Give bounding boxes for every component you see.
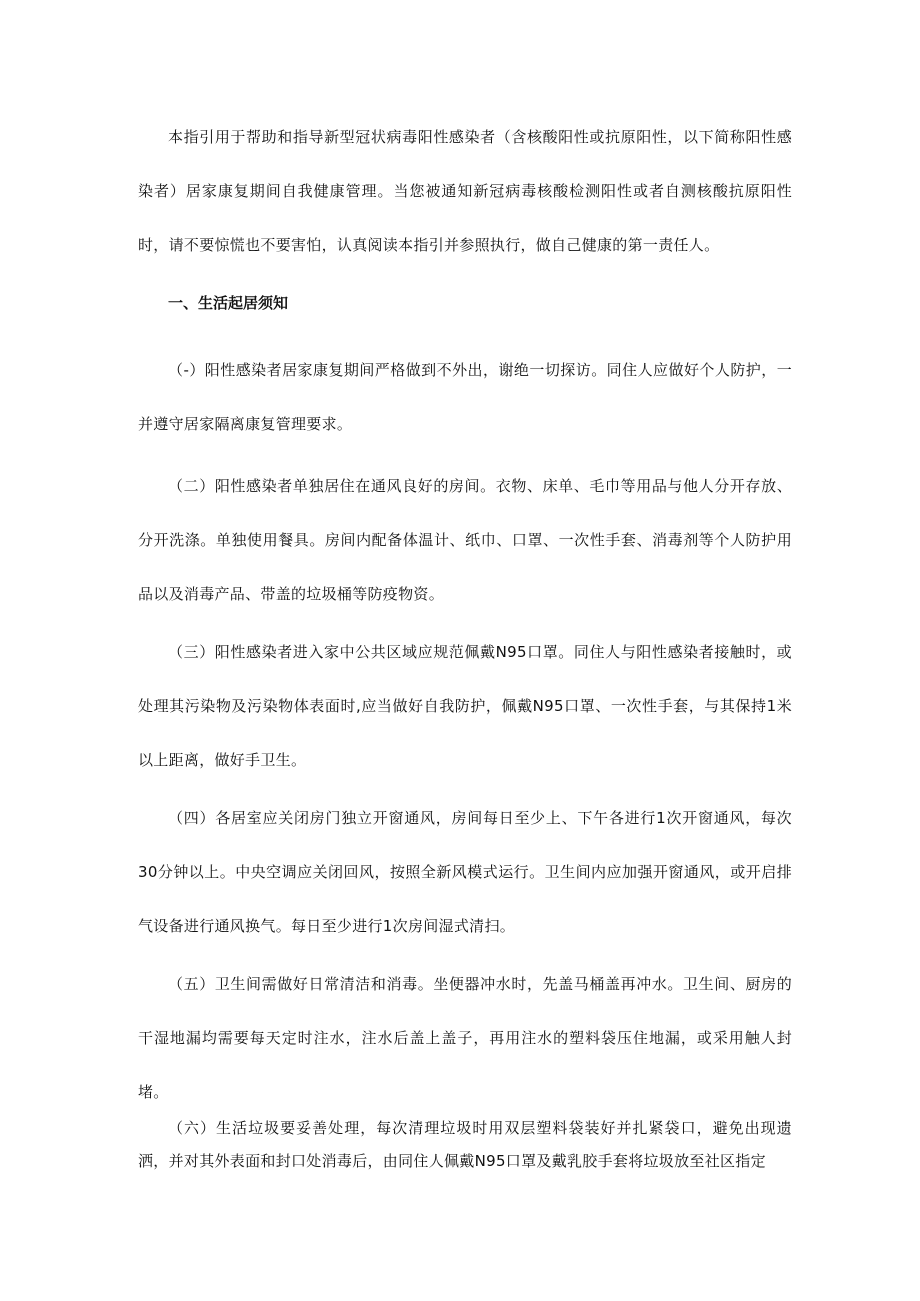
item-paragraph-1: （-）阳性感染者居家康复期间严格做到不外出，谢绝一切探访。同住人应做好个人防护，一并遵守居家隔离康复管理要求。 [138, 361, 792, 433]
section-heading-living: 一、生活起居须知 [168, 294, 289, 312]
item-paragraph-6: （六）生活垃圾要妥善处理，每次清理垃圾时用双层塑料袋装好并扎紧袋口，避免出现遗洒，并对其外表面和封口处消毒后，由同住人佩戴N95口罩及戴乳胶手套将垃圾放至社区指定 [138, 1119, 792, 1170]
item-paragraph-2: （二）阳性感染者单独居住在通风良好的房间。衣物、床单、毛巾等用品与他人分开存放、分开洗涤。单独使用餐具。房间内配备体温计、纸巾、口罩、一次性手套、消毒剂等个人防护用品以及消毒产品、带盖的垃圾桶等防疫物资。 [138, 477, 792, 603]
item-paragraph-4: （四）各居室应关闭房门独立开窗通风，房间每日至少上、下午各进行1次开窗通风，每次30分钟以上。中央空调应关闭回风，按照全新风模式运行。卫生间内应加强开窗通风，或开启排气设备进行通风换气。每日至少进行1次房间湿式清扫。 [138, 809, 792, 935]
item-paragraph-5: （五）卫生间需做好日常清洁和消毒。坐便器冲水时，先盖马桶盖再冲水。卫生间、厨房的干湿地漏均需要每天定时注水，注水后盖上盖子，再用注水的塑料袋压住地漏，或采用触人封堵。 [138, 975, 792, 1101]
intro-paragraph: 本指引用于帮助和指导新型冠状病毒阳性感染者（含核酸阳性或抗原阳性，以下简称阳性感染者）居家康复期间自我健康管理。当您被通知新冠病毒核酸检测阳性或者自测核酸抗原阳性时，请不要惊慌也不要害怕，认真阅读本指引并参照执行，做自己健康的第一责任人。 [138, 128, 792, 254]
item-paragraph-3: （三）阳性感染者进入家中公共区域应规范佩戴N95口罩。同住人与阳性感染者接触时，或处理其污染物及污染物体表面时,应当做好自我防护，佩戴N95口罩、一次性手套，与其保持1米以上距离，做好手卫生。 [138, 643, 792, 769]
